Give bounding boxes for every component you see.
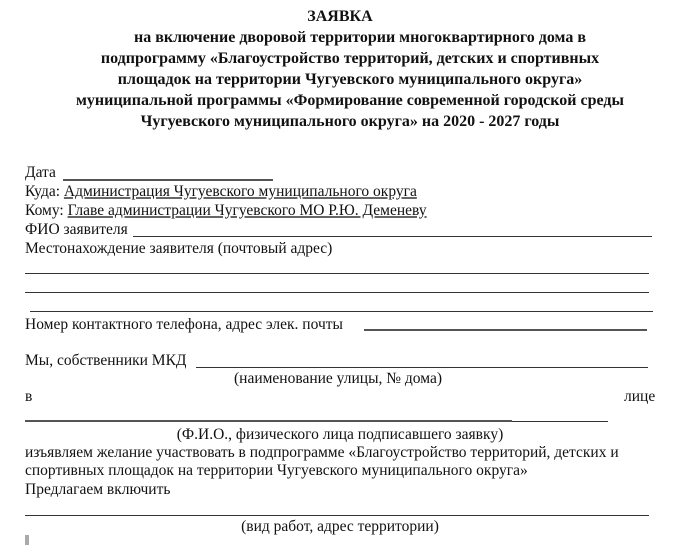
header-line-3: площадок на территории Чугуевского муниципального округа» — [117, 71, 583, 88]
header-line-1: на включение дворовой территории многоквартирного дома в — [134, 29, 586, 46]
signer-field[interactable] — [25, 420, 512, 422]
owners-label: Мы, собственники МКД — [25, 352, 187, 369]
works-field[interactable] — [25, 515, 649, 516]
applicant-name-label: ФИО заявителя — [25, 221, 128, 238]
statement-line-2: спортивных площадок на территории Чугуевского муниципального округа» — [25, 462, 528, 479]
signer-hint: (Ф.И.О., физического лица подписавшего заявку) — [176, 426, 504, 443]
document-title: ЗАЯВКА — [307, 8, 373, 25]
contact-label: Номер контактного телефона, адрес элек. почты — [25, 316, 343, 333]
owners-hint: (наименование улицы, № дома) — [233, 370, 442, 387]
contact-field[interactable] — [364, 329, 647, 331]
header-line-2: подпрограмму «Благоустройство территорий, детских и спортивных — [100, 50, 600, 67]
owners-field[interactable] — [196, 367, 648, 368]
date-label: Дата — [25, 164, 56, 181]
signer-field-extension[interactable] — [512, 421, 608, 422]
date-field[interactable] — [63, 179, 273, 181]
address-field-line-3[interactable] — [30, 311, 653, 312]
works-hint: (вид работ, адрес территории) — [241, 518, 439, 535]
text-cursor-mark — [25, 535, 29, 545]
to-where-row — [25, 183, 417, 201]
address-label: Местонахождение заявителя (почтовый адрес) — [25, 240, 333, 257]
applicant-name-field[interactable] — [133, 236, 652, 237]
address-field-line-2[interactable] — [25, 292, 649, 293]
statement-line-1: изъявляем желание участвовать в подпрограмме «Благоустройство территорий, детских и — [25, 444, 619, 461]
to-whom-value: Главе администрации Чугуевского МО Р.Ю. Деменеву — [67, 202, 427, 219]
in-label: в — [25, 388, 33, 405]
to-where-value: Администрация Чугуевского муниципального округа — [63, 183, 417, 200]
to-whom-row — [25, 202, 427, 220]
address-field-line-1[interactable] — [25, 273, 649, 274]
header-line-5: Чугуевского муниципального округа» на 2020 - 2027 годы — [140, 113, 560, 130]
to-where-label: Куда: — [25, 183, 61, 200]
header-line-4: муниципальной программы «Формирование современной городской среды — [76, 92, 624, 109]
person-label: лице — [624, 388, 656, 405]
to-whom-label: Кому: — [25, 202, 64, 219]
propose-label: Предлагаем включить — [25, 481, 171, 498]
